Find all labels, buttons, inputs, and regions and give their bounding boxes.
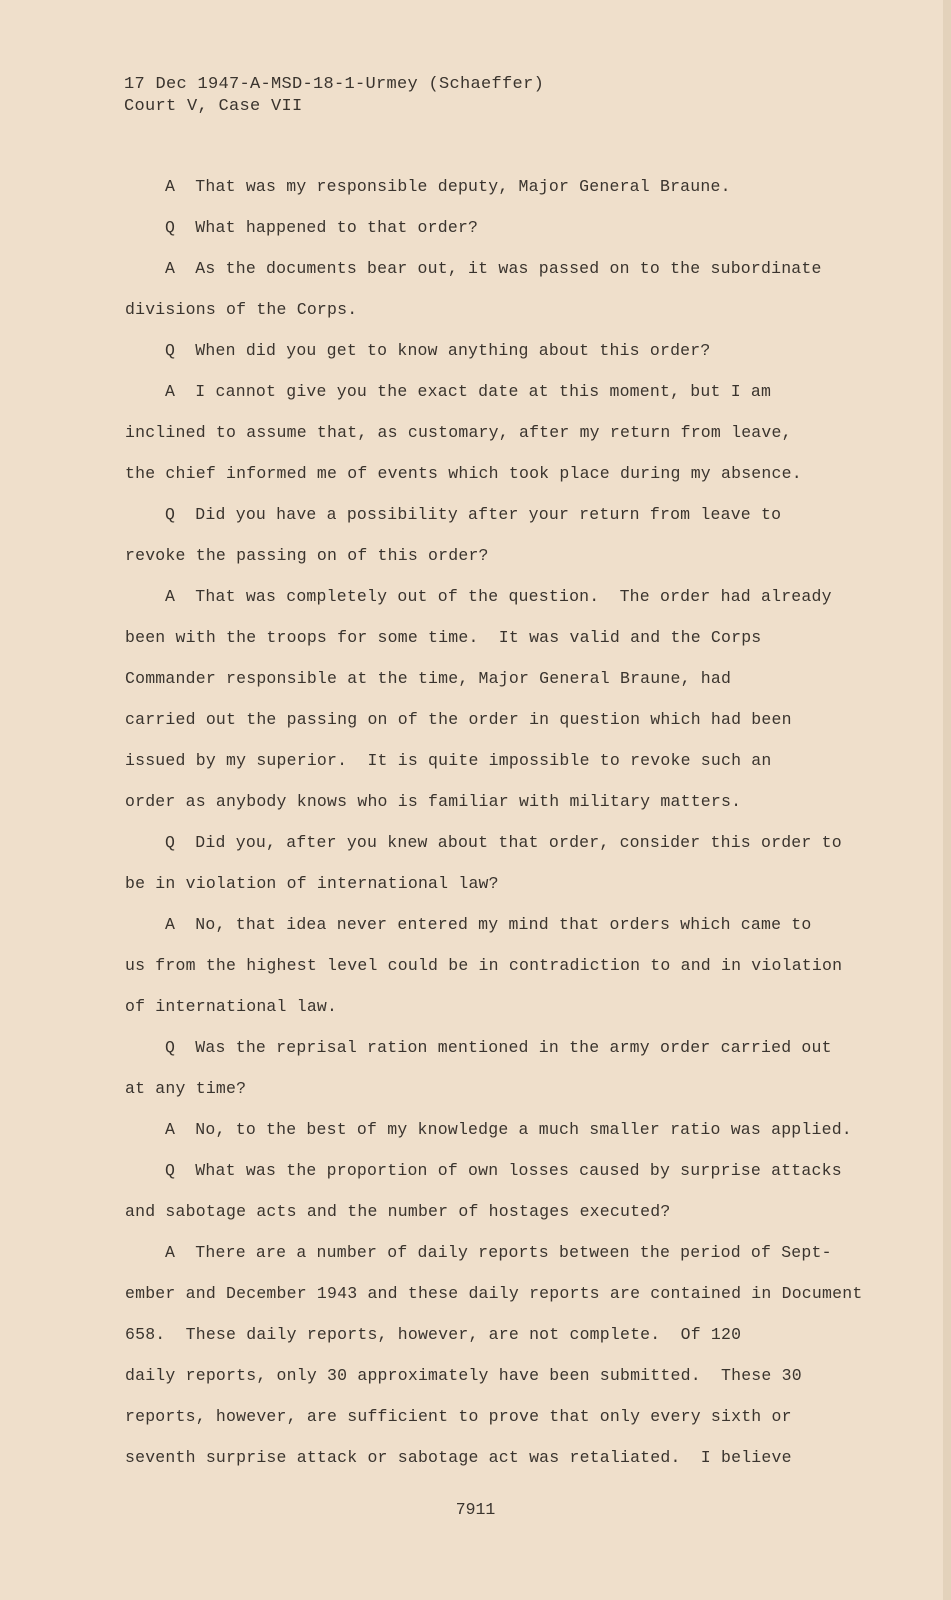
transcript-line: revoke the passing on of this order?	[125, 546, 489, 565]
document-header	[124, 74, 544, 118]
transcript-body	[125, 172, 875, 1484]
transcript-line: A As the documents bear out, it was passed on to the subordinate	[165, 259, 822, 278]
transcript-line: divisions of the Corps.	[125, 300, 358, 319]
transcript-line: A No, that idea never entered my mind that orders which came to	[165, 915, 812, 934]
transcript-line: reports, however, are sufficient to prove that only every sixth or	[125, 1407, 792, 1426]
transcript-line: carried out the passing on of the order in question which had been	[125, 710, 792, 729]
transcript-line: been with the troops for some time. It was valid and the Corps	[125, 628, 762, 647]
transcript-line: Q What was the proportion of own losses caused by surprise attacks	[165, 1161, 842, 1180]
transcript-line: Q Did you have a possibility after your return from leave to	[165, 505, 782, 524]
page-number: 7911	[455, 1500, 496, 1519]
transcript-line: Q Was the reprisal ration mentioned in the army order carried out	[165, 1038, 832, 1057]
transcript-line: inclined to assume that, as customary, after my return from leave,	[125, 423, 792, 442]
transcript-line: Q When did you get to know anything about this order?	[165, 341, 711, 360]
transcript-line: 658. These daily reports, however, are not complete. Of 120	[125, 1325, 742, 1344]
transcript-line: daily reports, only 30 approximately have been submitted. These 30	[125, 1366, 802, 1385]
transcript-line: the chief informed me of events which took place during my absence.	[125, 464, 802, 483]
transcript-line: A There are a number of daily reports between the period of Sept-	[165, 1243, 832, 1262]
header-line-2: Court V, Case VII	[124, 97, 303, 116]
transcript-line: of international law.	[125, 997, 338, 1016]
transcript-line: Q Did you, after you knew about that order, consider this order to	[165, 833, 842, 852]
transcript-line: us from the highest level could be in contradiction to and in violation	[125, 956, 843, 975]
transcript-line: order as anybody knows who is familiar with military matters.	[125, 792, 742, 811]
transcript-line: seventh surprise attack or sabotage act was retaliated. I believe	[125, 1448, 792, 1467]
transcript-line: Commander responsible at the time, Major General Braune, had	[125, 669, 732, 688]
transcript-line: issued by my superior. It is quite impossible to revoke such an	[125, 751, 772, 770]
transcript-line: Q What happened to that order?	[165, 218, 479, 237]
transcript-line: be in violation of international law?	[125, 874, 499, 893]
page-edge	[943, 0, 951, 1600]
transcript-line: A No, to the best of my knowledge a much smaller ratio was applied.	[165, 1120, 852, 1139]
transcript-line: and sabotage acts and the number of hostages executed?	[125, 1202, 671, 1221]
transcript-line: A I cannot give you the exact date at this moment, but I am	[165, 382, 772, 401]
transcript-line: at any time?	[125, 1079, 247, 1098]
transcript-line: ember and December 1943 and these daily reports are contained in Document	[125, 1284, 863, 1303]
transcript-line: A That was my responsible deputy, Major General Braune.	[165, 177, 731, 196]
header-line-1: 17 Dec 1947-A-MSD-18-1-Urmey (Schaeffer)	[124, 75, 545, 94]
transcript-line: A That was completely out of the question. The order had already	[165, 587, 832, 606]
